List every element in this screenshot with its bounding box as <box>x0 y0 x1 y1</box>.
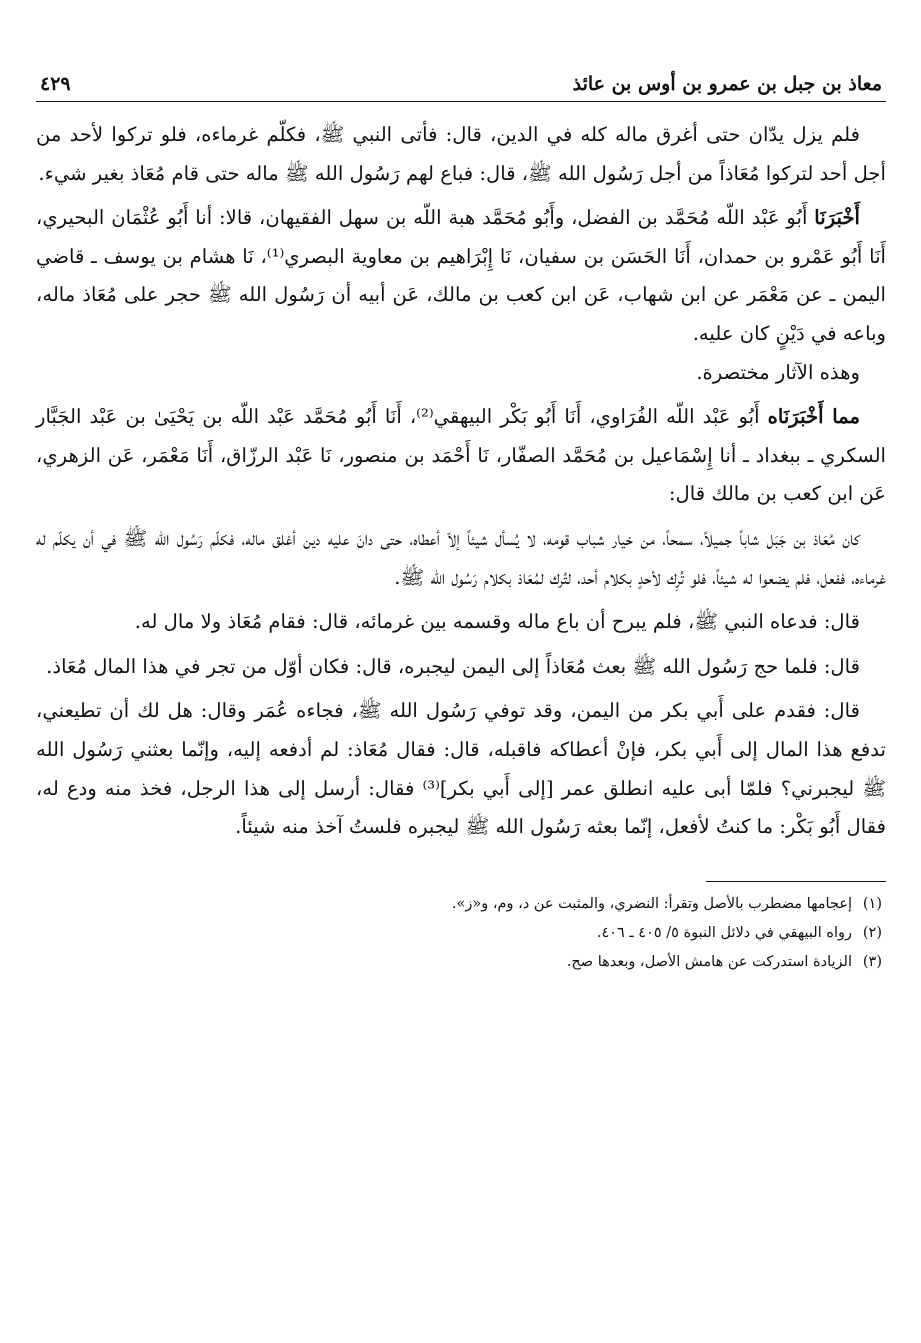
page-header <box>36 58 886 102</box>
paragraph-text: قال: فقدم على أَبي بكر من اليمن، وقد توفي رَسُول الله ﷺ، فجاءه عُمَر وقال: هل لك أن تطيعني، تدفع هذا المال إلى أَبي بكر، فإنْ أعطاكه فاقبله، قال: فقال مُعَاذ: لم أدفعه إليه، وإنّما بعثني رَسُول الله ﷺ ليجبرني؟ فلمّا أبى عليه انطلق عمر [إلى أَبي بكر]⁽³⁾ فقال: أرسل إلى هذا الرجل، فخذ منه ودع له، فقال أَبُو بَكْر: ما كنتُ لأفعل، إنّما بعثه رَسُول الله ﷺ ليجبره فلستُ آخذ منه شيئاً. <box>36 699 886 839</box>
paragraph-text: قال: فدعاه النبي ﷺ، فلم يبرح أن باع ماله وقسمه بين غرمائه، قال: فقام مُعَاذ ولا مال له. <box>134 610 860 634</box>
footnote <box>36 919 886 948</box>
footnote-divider <box>706 881 886 882</box>
paragraph <box>36 603 886 642</box>
paragraph-text: وهذه الآثار مختصرة. <box>696 360 860 384</box>
main-text <box>36 116 886 847</box>
paragraph <box>36 116 886 193</box>
footnote-number: (٣) <box>862 953 882 970</box>
paragraph-text: قال: فلما حج رَسُول الله ﷺ بعث مُعَاذاً إلى اليمن ليجبره، قال: فكان أوّل من تجر في هذا المال مُعَاذ. <box>46 654 860 678</box>
paragraph-text: أَبُو عَبْد اللّه مُحَمَّد بن الفضل، وأَبُو مُحَمَّد هبة اللّه بن سهل الفقيهان، قالا: أنا أَبُو عُثْمَان البحيري، أَنَا أَبُو عَمْرو بن حمدان، أَنَا الحَسَن بن سفيان، نَا إِبْرَاهيم بن معاوية البصري⁽¹⁾، نَا هشام بن يوسف ـ قاضي اليمن ـ عن مَعْمَر عن ابن شهاب، عَن ابن كعب بن مالك، عَن أبيه أن رَسُول الله ﷺ حجر على مُعَاذ ماله، وباعه في دَيْنٍ كان عليه. <box>36 206 886 345</box>
footnote <box>36 890 886 919</box>
footnote-text: الزيادة استدركت عن هامش الأصل، وبعدها صح. <box>566 953 852 970</box>
paragraph-text: أَبُو عَبْد اللّه الفُرَاوي، أَنَا أَبُو بَكْر البيهقي⁽²⁾، أَنَا أَبُو مُحَمَّد عَبْد اللّه بن يَحْيَىٰ بن عَبْد الجَبَّار السكري ـ ببغداد ـ أنا إِسْمَاعيل بن مُحَمَّد الصفّار، نَا أَحْمَد بن منصور، نَا عَبْد الرزّاق، أَنَا مَعْمَر، عَن الزهري، عَن ابن كعب بن مالك قال: <box>36 405 886 506</box>
book-page <box>36 58 886 1318</box>
footnote <box>36 948 886 977</box>
footnote-number: (٢) <box>862 924 882 941</box>
footnote-text: رواه البيهقي في دلائل النبوة ٥/ ٤٠٥ ـ ٤٠٦. <box>596 924 852 941</box>
paragraph-lead: أَخْبَرَنَا <box>814 206 860 230</box>
paragraph-lead: مما أَخْبَرَنَاه <box>767 405 861 429</box>
paragraph-text: كان مُعَاذ بن جَبَل شاباً جميلاً، سمحاً، من خيار شباب قومه، لا يُسأل شيئاً إلاّ أعطاه، حتى دانَ عليه دين أغلق ماله، فكلّم رَسُول الله ﷺ في أن يكلّم له غرماءه، ففعل، فلم يضعوا له شيئاً، فلو تُرِك لأحدٍ بكلام أحد، لتُرك لمُعَاذ بكلام رَسُول الله ﷺ. <box>36 526 886 589</box>
footnote-number: (١) <box>862 895 882 912</box>
paragraph <box>36 398 886 514</box>
paragraph <box>36 354 886 393</box>
paragraph <box>36 692 886 846</box>
page-number: ٤٢٩ <box>40 73 71 95</box>
paragraph <box>36 199 886 353</box>
running-title: معاذ بن جبل بن عمرو بن أوس بن عائذ <box>572 73 882 95</box>
paragraph-text: فلم يزل يدّان حتى أغرق ماله كله في الدين، قال: فأتى النبي ﷺ، فكلّم غرماءه، فلو تركوا لأحد من أجل أحد لتركوا مُعَاذاً من أجل رَسُول الله ﷺ، قال: فباع لهم رَسُول الله ﷺ ماله حتى قام مُعَاذ بغير شيء. <box>36 123 886 185</box>
footnotes <box>36 890 886 977</box>
footnote-text: إعجامها مضطرب بالأصل وتقرأ: النضري، والمثبت عن د، وم، و«ز». <box>451 895 852 912</box>
paragraph <box>36 648 886 687</box>
paragraph <box>36 520 886 597</box>
